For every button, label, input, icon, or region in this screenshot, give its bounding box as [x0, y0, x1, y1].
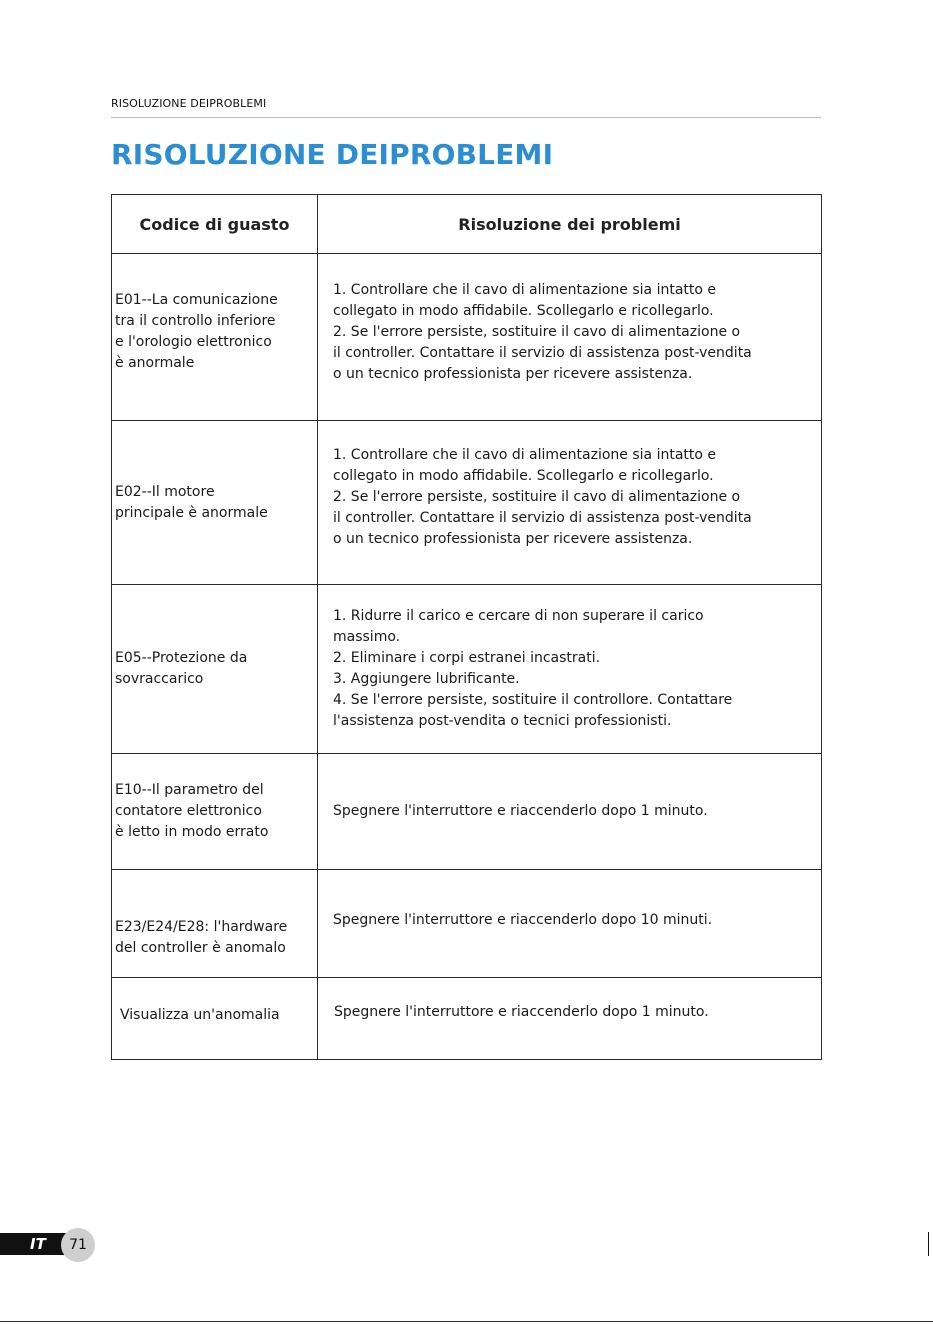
- fault-code-cell: [112, 254, 318, 421]
- solution-line: Spegnere l'interruttore e riaccenderlo dopo 1 minuto.: [334, 1004, 709, 1020]
- solution-line: 4. Se l'errore persiste, sostituire il controllore. Contattare: [333, 692, 733, 708]
- solution-line: 2. Se l'errore persiste, sostituire il cavo di alimentazione o: [333, 489, 741, 505]
- solution-line: collegato in modo affidabile. Scollegarlo e ricollegarlo.: [333, 468, 714, 484]
- solution-line: massimo.: [333, 629, 401, 645]
- solution-line: l'assistenza post-vendita o tecnici professionisti.: [333, 713, 672, 729]
- solution-line: o un tecnico professionista per ricevere assistenza.: [333, 531, 693, 547]
- fault-code-line: del controller è anomalo: [115, 939, 286, 956]
- solution-line: 1. Controllare che il cavo di alimentazione sia intatto e: [333, 447, 717, 463]
- fault-code-line: è anormale: [115, 355, 195, 371]
- solution-cell: [318, 754, 822, 870]
- fault-code-line: E01--La comunicazione: [115, 292, 278, 308]
- table-row: [112, 978, 822, 1060]
- solution-line: collegato in modo affidabile. Scollegarlo e ricollegarlo.: [333, 302, 714, 319]
- table-row: [112, 421, 822, 585]
- column-header-troubleshooting: Risoluzione dei problemi: [318, 195, 822, 254]
- solution-cell: [318, 421, 822, 585]
- solution-cell: [318, 978, 822, 1060]
- solution-line: 3. Aggiungere lubrificante.: [333, 671, 520, 687]
- page-title: RISOLUZIONE DEIPROBLEMI: [111, 138, 554, 171]
- fault-code-line: sovraccarico: [115, 671, 204, 687]
- fault-code-table: [111, 194, 822, 1060]
- fault-code-line: E10--Il parametro del: [115, 782, 264, 798]
- running-header: RISOLUZIONE DEIPROBLEMI: [111, 97, 267, 110]
- header-divider: [111, 117, 821, 118]
- table-row: [112, 254, 822, 421]
- fault-code-line: E23/E24/E28: l'hardware: [115, 918, 288, 935]
- fault-code-cell: [112, 585, 318, 754]
- fault-code-cell: [112, 421, 318, 585]
- table-row: [112, 754, 822, 870]
- column-header-fault-code: Codice di guasto: [112, 195, 318, 254]
- table-row: [112, 585, 822, 754]
- solution-cell: [318, 254, 822, 421]
- solution-line: il controller. Contattare il servizio di assistenza post-vendita: [333, 510, 752, 526]
- fault-code-line: principale è anormale: [115, 504, 268, 521]
- solution-line: 2. Eliminare i corpi estranei incastrati.: [333, 650, 601, 666]
- fault-code-cell: [112, 754, 318, 870]
- fault-code-line: tra il controllo inferiore: [115, 313, 276, 329]
- fault-code-line: e l'orologio elettronico: [115, 334, 272, 350]
- fault-code-line: E02--Il motore: [115, 483, 215, 500]
- table-header-row: [112, 195, 822, 254]
- fault-code-cell: [112, 870, 318, 978]
- solution-line: 1. Controllare che il cavo di alimentazione sia intatto e: [333, 281, 717, 298]
- solution-line: 2. Se l'errore persiste, sostituire il cavo di alimentazione o: [333, 323, 741, 340]
- edge-crop-mark: [928, 1232, 929, 1256]
- fault-code-cell: [112, 978, 318, 1060]
- fault-code-line: è letto in modo errato: [115, 824, 269, 840]
- bottom-divider: [0, 1321, 933, 1322]
- language-tab: IT: [0, 1233, 66, 1255]
- solution-line: 1. Ridurre il carico e cercare di non superare il carico: [333, 608, 704, 624]
- table-row: [112, 870, 822, 978]
- solution-line: il controller. Contattare il servizio di assistenza post-vendita: [333, 344, 752, 361]
- page-number-badge: 71: [61, 1228, 95, 1262]
- solution-cell: [318, 870, 822, 978]
- fault-code-line: E05--Protezione da: [115, 650, 248, 666]
- solution-line: Spegnere l'interruttore e riaccenderlo dopo 10 minuti.: [333, 912, 713, 928]
- solution-cell: [318, 585, 822, 754]
- solution-line: Spegnere l'interruttore e riaccenderlo dopo 1 minuto.: [333, 803, 708, 819]
- fault-code-line: contatore elettronico: [115, 803, 262, 819]
- fault-code-line: Visualizza un'anomalia: [120, 1007, 280, 1023]
- solution-line: o un tecnico professionista per ricevere assistenza.: [333, 365, 693, 382]
